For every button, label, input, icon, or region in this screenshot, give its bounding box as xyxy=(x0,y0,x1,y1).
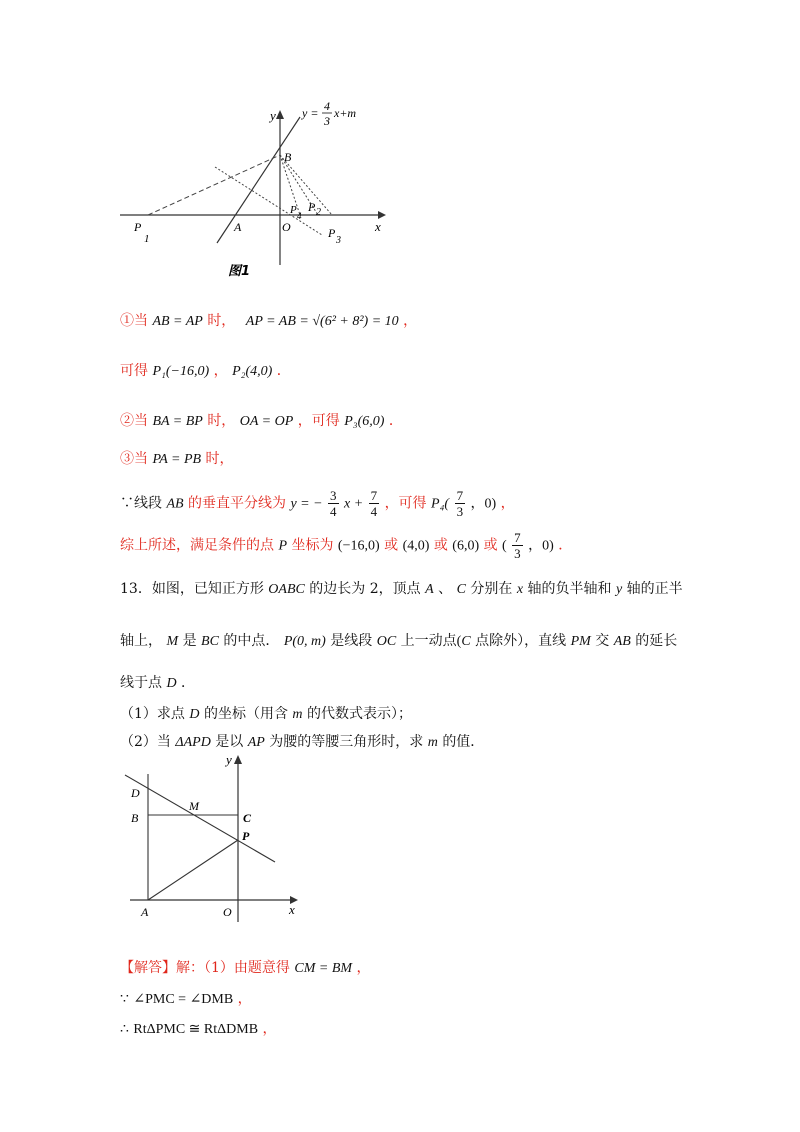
case1-when: 时， xyxy=(207,313,236,329)
case1-end: ， xyxy=(403,313,418,329)
p13-l3-a: 线于点 xyxy=(120,675,162,691)
solution2-eq1: CM = BM xyxy=(294,961,353,976)
summary-mid: 坐标为 xyxy=(291,537,334,554)
case2-text: ②当 xyxy=(120,413,148,429)
q1-m: m xyxy=(292,707,303,722)
solution2-l2-eq: ∠PMC = ∠DMB xyxy=(133,992,234,1007)
point-p2-label: P xyxy=(308,200,316,214)
solution2-l2-end: ， xyxy=(237,991,252,1007)
case1-line xyxy=(120,310,417,330)
p13-l1-d: 分别在 xyxy=(470,581,513,597)
q1-b: 的坐标（用含 xyxy=(203,706,288,722)
case3-line xyxy=(120,448,234,468)
axis-x-label: x xyxy=(375,219,381,234)
line-label-prefix: y = xyxy=(302,106,319,120)
fig2-label-D: D xyxy=(131,786,140,800)
bisector-p4-pre: P₄( xyxy=(431,496,450,512)
line-label-frac-num: 4 xyxy=(324,99,330,113)
p13-l1-f: 轴的正半 xyxy=(626,581,683,597)
p13-l2-Cpre: ( xyxy=(456,634,462,649)
bisector-p4-den: 3 xyxy=(456,504,464,519)
p13-l1-c: 、 xyxy=(438,581,453,597)
point-o-label: O xyxy=(282,220,291,234)
p13-l2-f: 点除外），直线 xyxy=(475,633,567,649)
fig2-label-B: B xyxy=(131,811,139,825)
q2-AP: AP xyxy=(247,735,265,750)
solution2-label-after: 解：（1）由题意得 xyxy=(176,960,290,976)
p13-l3-D: D xyxy=(166,676,177,691)
summary-line xyxy=(120,530,572,561)
p13-l3-b: ． xyxy=(181,675,196,691)
solution2-l3-eq: RtΔPMC ≅ RtΔDMB xyxy=(133,1022,259,1037)
solution2-line2 xyxy=(120,988,252,1008)
fig2-label-P: P xyxy=(242,829,250,843)
case3-text: ③当 xyxy=(120,451,148,467)
figure-1 xyxy=(110,95,400,290)
summary-c1: (−16,0) xyxy=(337,538,380,554)
fig2-segment-ap xyxy=(148,840,238,900)
case1-text: ①当 xyxy=(120,313,148,329)
point-a-label: A xyxy=(234,220,242,234)
p13-l2-h: 的延长 xyxy=(635,633,678,649)
q2-d: 的值． xyxy=(442,734,485,750)
p13-l1-a: 13．如图，已知正方形 xyxy=(120,581,264,597)
summary-c2: (4,0) xyxy=(402,538,430,554)
case1-equation: AP = AB = √(6² + 8²) = 10 xyxy=(245,314,399,329)
p13-l1-e: 轴的负半轴和 xyxy=(527,581,612,597)
solution2-line3 xyxy=(120,1018,277,1038)
p13-l2-PM: PM xyxy=(570,634,591,649)
bisector-end: ， xyxy=(500,495,515,512)
summary-c4-pre: ( xyxy=(502,538,507,554)
case1b-p1: P₁(−16,0) xyxy=(152,364,210,379)
p13-l2-b: 是 xyxy=(182,633,197,649)
case2-p3: P₃(6,0) xyxy=(344,414,385,429)
case2-equation: OA = OP xyxy=(239,414,294,429)
p13-l1-square: OABC xyxy=(268,582,305,597)
q2-c: 为腰的等腰三角形时，求 xyxy=(269,734,424,750)
q2-triangle: ΔAPD xyxy=(175,735,211,750)
case2-line xyxy=(120,410,403,430)
solution2-l3-end: ， xyxy=(262,1021,277,1037)
q2-a: （2）当 xyxy=(120,734,171,750)
problem13-question1 xyxy=(120,703,412,723)
point-p2-sub: 2 xyxy=(316,207,321,218)
p13-l2-AB: AB xyxy=(613,634,631,649)
case2-condition: BA = BP xyxy=(152,414,203,429)
bisector-get: ，可得 xyxy=(384,495,427,512)
bisector-mid: 的垂直平分线为 xyxy=(188,495,287,512)
solution2-eq1-end: ， xyxy=(356,960,371,976)
point-p4-label: P xyxy=(290,204,297,216)
bisector-p4-frac xyxy=(455,488,466,519)
case1b-p2: P₂(4,0) xyxy=(232,364,273,379)
bisector-frac-2-den: 4 xyxy=(370,504,378,519)
summary-c4-num: 7 xyxy=(514,530,521,545)
fig2-label-O: O xyxy=(223,905,232,919)
q1-c: 的代数式表示）； xyxy=(306,706,412,722)
problem13-question2 xyxy=(120,731,484,751)
fig2-y-axis-arrow-icon xyxy=(234,755,242,764)
p13-l2-M: M xyxy=(166,634,179,649)
p13-l2-g: 交 xyxy=(595,633,610,649)
figure-1-caption: 图1 xyxy=(228,264,251,279)
q1-D: D xyxy=(189,707,200,722)
solution2-line1 xyxy=(120,957,371,977)
problem13-line1 xyxy=(120,578,683,598)
y-axis-arrow-icon xyxy=(276,110,284,119)
point-p3-label: P xyxy=(328,226,336,240)
summary-or3: 或 xyxy=(483,537,498,554)
summary-or2: 或 xyxy=(433,537,448,554)
p13-l2-BC: BC xyxy=(201,634,219,649)
q2-b: 是以 xyxy=(215,734,244,750)
point-p3-sub: 3 xyxy=(336,235,341,246)
point-p4-sub: 4 xyxy=(297,211,302,221)
point-b-label: B xyxy=(284,150,292,164)
p13-l2-C: C xyxy=(461,634,471,649)
summary-c4-post: ，0) xyxy=(528,538,554,554)
p13-l1-y: y xyxy=(615,582,623,597)
summary-c4-frac xyxy=(512,530,523,561)
point-p1-label: P xyxy=(134,220,142,234)
bisector-p4-post: ，0) xyxy=(470,496,497,512)
p13-l1-A: A xyxy=(425,582,434,597)
case1b-end: ． xyxy=(276,363,291,379)
dashed-b-p1 xyxy=(148,155,280,215)
bisector-frac-1-den: 4 xyxy=(330,504,337,519)
fig2-label-A: A xyxy=(141,905,149,919)
figure-2 xyxy=(115,752,310,924)
summary-p: P xyxy=(278,538,288,554)
bisector-segment: AB xyxy=(166,496,184,512)
case2-mid: ，可得 xyxy=(297,413,340,429)
problem13-line3 xyxy=(120,672,195,692)
fig2-label-C: C xyxy=(243,811,252,825)
q1-a: （1）求点 xyxy=(120,706,185,722)
bisector-frac-1 xyxy=(328,488,339,519)
bisector-frac-2-num: 7 xyxy=(370,488,378,503)
summary-or1: 或 xyxy=(384,537,399,554)
p13-l2-P: P(0, m) xyxy=(283,634,326,649)
solution2-l3-pre: ∴ xyxy=(120,1021,129,1037)
bisector-frac-1-num: 3 xyxy=(330,488,337,503)
solution2-l2-pre: ∵ xyxy=(120,991,129,1007)
solution2-label: 【解答】 xyxy=(120,960,176,976)
case3-when: 时， xyxy=(205,451,234,467)
fig2-axis-y-label: y xyxy=(226,752,232,767)
dotted-b-p3 xyxy=(280,155,332,215)
x-axis-arrow-icon xyxy=(378,211,386,219)
axis-y-label: y xyxy=(270,108,276,123)
p13-l2-e: 上一动点 xyxy=(400,633,457,649)
p13-l2-a: 轴上， xyxy=(120,633,162,649)
summary-end: ． xyxy=(558,537,573,554)
fig2-axis-x-label: x xyxy=(289,902,295,917)
bisector-eq-mid: x + xyxy=(343,496,364,512)
p13-l2-OC: OC xyxy=(376,634,397,649)
case1b-sep: ， xyxy=(213,363,228,379)
bisector-frac-2 xyxy=(369,488,380,519)
case2-end: ． xyxy=(388,413,403,429)
case1-condition: AB = AP xyxy=(152,314,203,329)
p13-l1-x: x xyxy=(516,582,524,597)
fig2-label-M: M xyxy=(189,799,199,813)
bisector-line xyxy=(120,488,515,519)
p13-l1-C: C xyxy=(456,582,466,597)
point-p1-sub: 1 xyxy=(144,233,150,245)
p13-l2-c: 的中点． xyxy=(223,633,280,649)
summary-pre: 综上所述，满足条件的点 xyxy=(120,537,274,554)
summary-c4-den: 3 xyxy=(514,546,521,561)
line-label-frac-den: 3 xyxy=(324,114,330,128)
p13-l2-d: 是线段 xyxy=(330,633,373,649)
q2-m: m xyxy=(427,735,438,750)
bisector-eq-lhs: y = − xyxy=(290,496,323,512)
summary-c3: (6,0) xyxy=(452,538,480,554)
case1b-text: 可得 xyxy=(120,363,148,379)
p13-l1-b: 的边长为 2，顶点 xyxy=(309,581,421,597)
case2-when: 时， xyxy=(207,413,236,429)
case1b-line xyxy=(120,360,291,380)
case3-condition: PA = PB xyxy=(152,452,202,467)
line-label-suffix: x+m xyxy=(334,106,357,120)
problem13-line2 xyxy=(120,630,677,650)
bisector-pre: ∵线段 xyxy=(120,495,162,512)
bisector-p4-num: 7 xyxy=(456,488,464,503)
